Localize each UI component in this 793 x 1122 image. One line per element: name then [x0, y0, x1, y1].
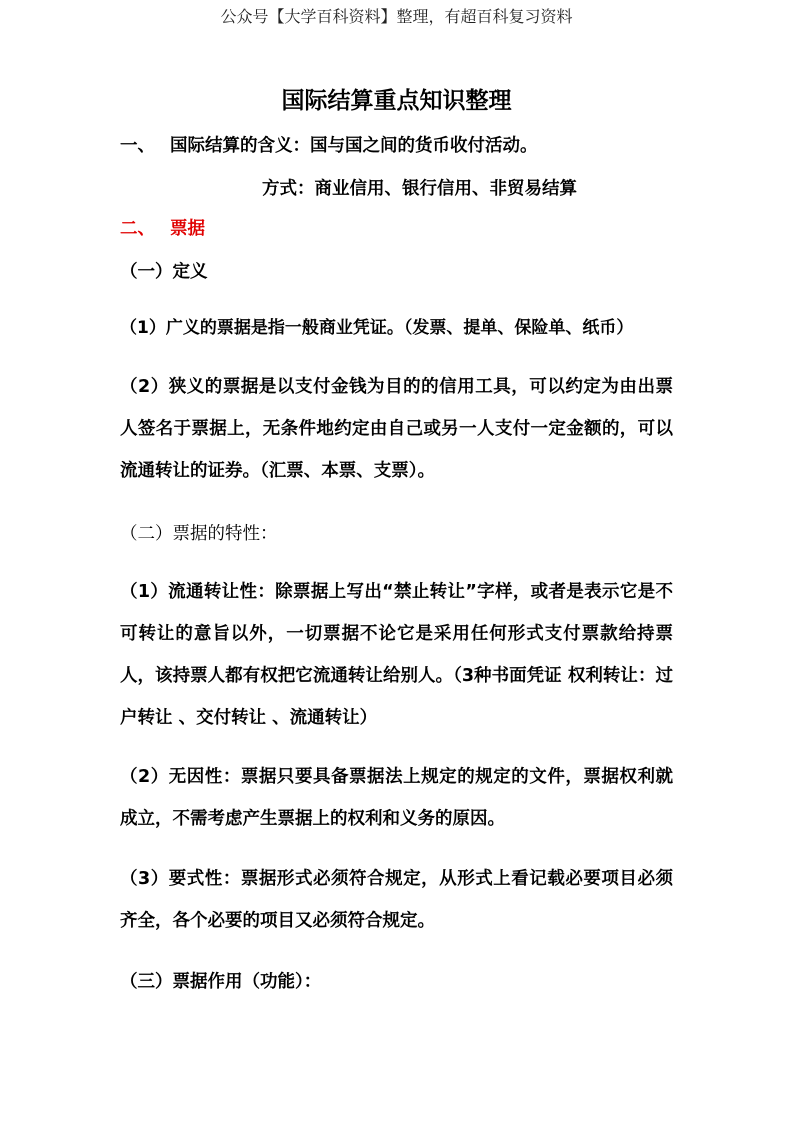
subsection-2-heading: （二）票据的特性：: [120, 524, 278, 544]
section-1-methods: 方式：商业信用、银行信用、非贸易结算: [262, 179, 577, 199]
section-1-heading: [120, 132, 538, 157]
paragraph-formality: （3）要式性：票据形式必须符合规定，从形式上看记载必要项目必须齐全，各个必要的项目又必须符合规定。: [120, 869, 673, 931]
section-1-number: 一、: [120, 136, 155, 156]
section-2-text: 票据: [170, 219, 205, 239]
section-1-text: 国际结算的含义：国与国之间的货币收付活动。: [170, 136, 538, 156]
subsection-1-heading: （一）定义: [120, 262, 208, 282]
section-2-number: 二、: [120, 219, 155, 239]
section-2-heading: [120, 215, 205, 240]
paragraph-broad-definition: （1）广义的票据是指一般商业凭证。（发票、提单、保险单、纸币）: [120, 318, 634, 338]
subsection-3-heading: （三）票据作用（功能）：: [120, 972, 322, 992]
paragraph-non-causality: （2）无因性：票据只要具备票据法上规定的规定的文件，票据权利就成立，不需考虑产生票据上的权利和义务的原因。: [120, 767, 673, 829]
document-title: 国际结算重点知识整理: [281, 88, 512, 114]
page-header: 公众号【大学百科资料】整理，有超百科复习资料: [220, 7, 573, 26]
paragraph-transferability: （1）流通转让性：除票据上写出“禁止转让”字样，或者是表示它是不可转让的意旨以外，一切票据不论它是采用任何形式支付票款给持票人，该持票人都有权把它流通转让给别人。（3种书面凭证 权利转让：过户转让 、交付转让 、流通转让）: [120, 582, 673, 728]
paragraph-narrow-definition: （2）狭义的票据是以支付金钱为目的的信用工具，可以约定为由出票人签名于票据上，无条件地约定由自己或另一人支付一定金额的，可以流通转让的证券。（汇票、本票、支票）。: [120, 377, 673, 481]
